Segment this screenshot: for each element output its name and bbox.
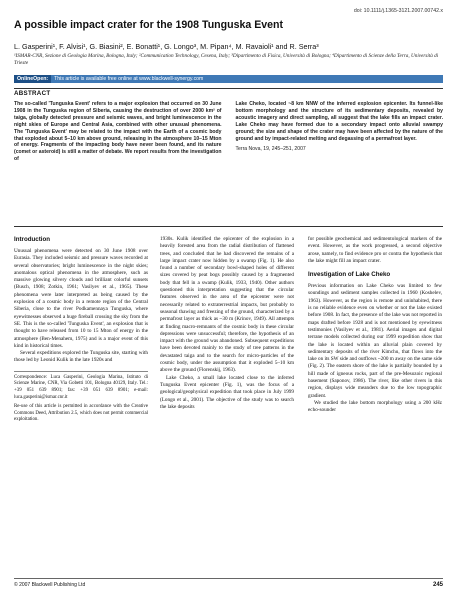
- author-list: L. Gasperini¹, F. Alvisi¹, G. Biasini², E. Bonatti¹, G. Longo³, M. Pipan⁴, M. Ravaioli¹ and R. Serra³: [14, 42, 319, 51]
- page-number: 245: [432, 582, 443, 588]
- online-open-banner[interactable]: [14, 75, 443, 83]
- abstract-paragraph-1: The so-called 'Tunguska Event' refers to a major explosion that occurred on 30 June 1908 in the Tunguska region of Siberia, causing the destruction of over 2000 km² of taiga, globally detected pressure and seismic waves, and bright luminescence in the night skies of Europe and Central Asia, combined with other unusual phenomena. The 'Tunguska Event' may be related to the impact with the Earth of a cosmic body that exploded about 5–10 km above ground, releasing in the atmosphere 10–15 Mton of energy. Fragments of the impacting body have never been found, and its nature (comet or asteroid) is still a matter of debate. We report results from the investigation of: [14, 101, 222, 163]
- lake-cheko-heading: Investigation of Lake Cheko: [308, 271, 391, 279]
- journal-citation: Terra Nova, 19, 245–251, 2007: [235, 146, 306, 153]
- reuse-license-text: Re-use of this article is permitted in accordance with the Creative Commons Deed, Attribution 2.5, which does not permit commercial exploitation.: [14, 404, 148, 423]
- col2-paragraph-2: Lake Cheko, a small lake located close to the inferred Tunguska Event epicenter (Fig. 1), was the focus of a geological/geophysical expedition that took place in July 1999 (Longo et al., 2001). The objective of the study was to search the lake deposits: [160, 374, 294, 410]
- body-column-3: [308, 236, 442, 571]
- correspondence-note: [14, 371, 148, 424]
- col3-paragraph-2: Previous information on Lake Cheko was limited to few soundings and sediment samples collected in 1960 (Koshelev, 1963). However, as the region is remote and uninhabited, there is no reliable evidence even on whether or not the lake existed before 1908. In fact, the presence of the lake was not reported in maps drafted before 1928 and is not mentioned by eyewitness testimonies (Vasilyev et al., 1981). Aerial images and digital terrane models collected during our 1999 expedition show that the lake is located within an alluvial plain covered by sedimentary deposits of the river Kimchu, that flows into the lake on its SW side and outflows ~200 m away on the same side (Fig. 2). The eastern shore of the lake is partially bounded by a hill made of igneous rocks, part of the pre-Mesozoic regional basement (Saponov, 1986). The river, like other rivers in this region, displays wide meanders due to the low topographic gradient.: [308, 283, 442, 399]
- intro-paragraph-1: Unusual phenomena were detected on 30 June 1908 over Eurasia. They included seismic and pressure waves recorded at several observatories; bright luminescence in the night skies; anomalous optical phenomena in the atmosphere, such as massive glowing silvery clouds and brilliant colorful sunsets (Busch, 1908; Zotkin, 1961; Vasilyev et al., 1965). These phenomena were later interpreted as being caused by the explosion of a cosmic body in a remote region of the Central Siberia, close to the river Podkamennaya Tunguska, where eyewitnesses observed a huge fireball crossing the sky from the SE. This is the so-called 'Tunguska Event', an explosion that is thought to have released from 10 to 15 Mton of energy in the atmosphere (Ben-Menahem, 1975) and is a major event of this kind in historical times.: [14, 248, 148, 349]
- col2-paragraph-1: 1930s. Kulik identified the epicenter of the explosion in a heavily forested area from the radial distribution of flattened trees, and concluded that he had discovered the remains of a large impact crater now hidden by a swamp (Fig. 1). He also found a number of secondary bowl-shaped holes of different sizes covered by peat bogs possibly caused by a fragmented body that fell in a swamp (Kulik, 1933, 1940). Other authors questioned this interpretation suggesting that the circular features observed in the area of the epicenter were not necessarily related to extraterrestrial impacts, but probably to seasonal thawing and freezing of the ground, characterized by a permafrost layer as thick as ~30 m (Krinov, 1949). All attempts at finding macro-remnants of the cosmic body in these circular depressions were unsuccessful; therefore, the hypothesis of an impact with the ground was abandoned. Subsequent expeditions have been devoted mainly to the study of tree patterns in the devastated taiga and to the search for micro-particles of the cosmic body, under the assumption that it exploded 5–10 km above the ground (Florenskij, 1963).: [160, 236, 294, 374]
- intro-paragraph-2: Several expeditions explored the Tunguska site, starting with those led by Leonid Kulik in the late 1920s and: [14, 350, 148, 364]
- col3-paragraph-3: We studied the lake bottom morphology using a 200 kHz echo-sounder: [308, 399, 442, 414]
- affiliations: ¹ISMAR-CNR, Sezione di Geologia Marina, Bologna, Italy; ²Communication Technology, Cesena, Italy; ³Dipartimento di Fisica, Università di Bologna; ⁴Dipartimento di Scienze della Terra, Università di Trieste: [14, 53, 439, 66]
- correspondence-text: Correspondence: Luca Gasperini, Geologia Marina, Istituto di Scienze Marine, CNR, Via Gobetti 101, Bologna 40129, Italy. Tel.: +39 051 639 8901; fax: +39 051 639 8901; e-mail: luca.gasperini@ismar.cnr.it: [14, 374, 148, 400]
- body-column-1: [14, 236, 148, 556]
- online-open-tag: OnlineOpen:: [14, 75, 51, 83]
- abstract: [14, 101, 443, 211]
- abstract-paragraph-2: Lake Cheko, located ~8 km NNW of the inferred explosion epicenter. Its funnel-like bottom morphology and the structure of its sedimentary deposits, revealed by acoustic imagery and direct sampling, all suggest that the lake fills an impact crater. Lake Cheko may have formed due to a secondary impact onto alluvial swampy ground; the size and shape of the crater may have been affected by the nature of the ground and by impact-related melting and degassing of a permafrost layer.: [235, 101, 443, 142]
- online-open-text[interactable]: This article is available free online at www.blackwell-synergy.com: [54, 76, 204, 82]
- section-divider: [14, 226, 443, 227]
- article-title: A possible impact crater for the 1908 Tunguska Event: [14, 19, 284, 31]
- abstract-heading: ABSTRACT: [14, 88, 443, 99]
- footer-divider: [14, 578, 443, 579]
- introduction-heading: Introduction: [14, 236, 51, 243]
- doi[interactable]: doi: 10.1111/j.1365-3121.2007.00742.x: [353, 8, 443, 14]
- col3-paragraph-1: for possible geochemical and sedimentological markers of the event. However, as the work progressed, a second objective arose, namely, to find evidence pro or contra the hypothesis that the lake might fill an impact crater.: [308, 236, 442, 264]
- body-column-2: [160, 236, 294, 571]
- copyright: © 2007 Blackwell Publishing Ltd: [14, 582, 86, 588]
